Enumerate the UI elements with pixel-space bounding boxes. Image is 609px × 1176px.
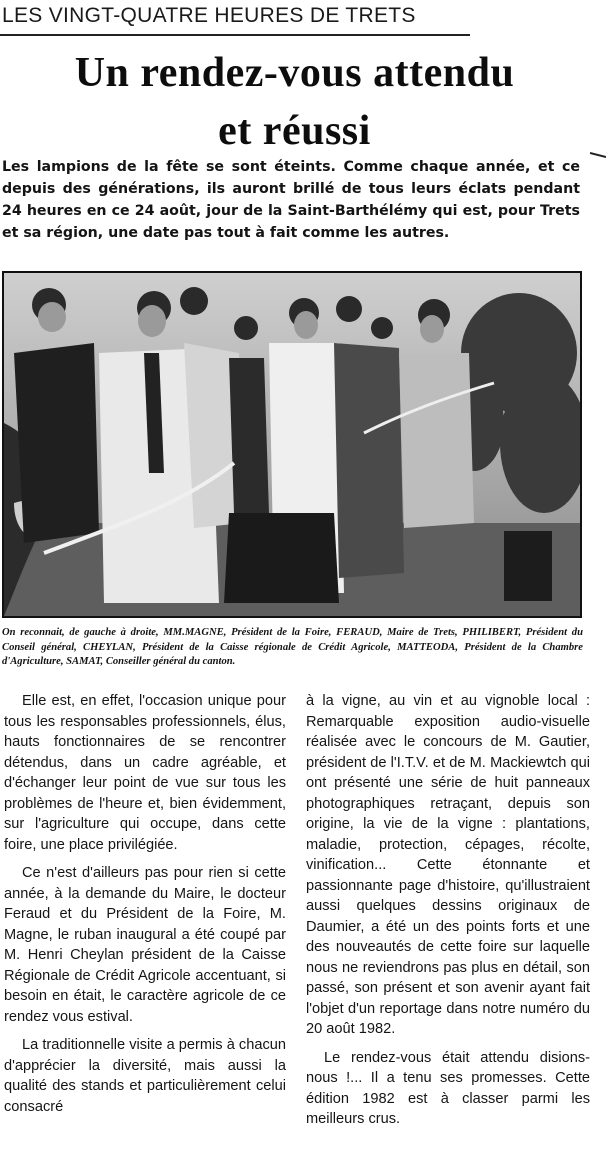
body-paragraph: à la vigne, au vin et au vignoble local : Remarquable exposition audio-visuelle réalisée avec le concours de M. Gautier, président de l'I.T.V. et de M. Mackiewtch qui ont présenté une série de huit panneaux photographiques retraçant, depuis son origine, la vie de la vigne : plantations, maladie, protection, cépages, récolte, vinification... Cette étonnante et passionnante page d'histoire, qu'illustraient aussi quelques dessins originaux de Daumier, a été un des points forts et une des nouveautés de cette foire sur laquelle nous ne reviendrons pas plus en détail, son passé, son présent et son avenir ayant fait l'objet d'un reportage dans notre numéro du 20 août 1982. [306, 693, 590, 1037]
section-rubric: LES VINGT-QUATRE HEURES DE TRETS [2, 4, 416, 27]
news-photo [2, 271, 582, 618]
margin-mark [590, 152, 606, 158]
lede-paragraph: Les lampions de la fête se sont éteints. Comme chaque année, et ce depuis des générations, ils auront brillé de tous leurs éclats pendant 24 heures en ce 24 août, jour de la Saint-Barthélémy qui est, pour Trets et sa région, une date pas tout à fait comme les autres. [2, 159, 580, 241]
body-paragraph: La traditionnelle visite a permis à chacun d'apprécier la diversité, mais aussi la qualité des stands et particulièrement celui consacré [4, 1037, 286, 1115]
body-paragraph: Ce n'est d'ailleurs pas pour rien si cette année, à la demande du Maire, le docteur Feraud et du Président de la Foire, M. Magne, le ruban inaugural a été coupé par M. Henri Cheylan président de la Caisse Régionale de Crédit Agricole accentuant, si besoin en était, le caractère agricole de ce rendez vous estival. [4, 865, 286, 1025]
body-paragraph: Le rendez-vous était attendu disions-nous !... Il a tenu ses promesses. Cette édition 1982 est à classer parmi les meilleurs crus. [306, 1049, 590, 1127]
plant-pot [504, 531, 552, 601]
headline-line-1: Un rendez-vous attendu [74, 50, 515, 96]
photo-illustration [4, 273, 580, 616]
rubric-rule [0, 34, 470, 36]
headline-line-2: et réussi [218, 108, 371, 154]
headline [0, 44, 589, 160]
photo-caption: On reconnait, de gauche à droite, MM.MAGNE, Président de la Foire, FERAUD, Maire de Trets, PHILIBERT, Président du Conseil général, CHEYLAN, Président de la Caisse régionale de Crédit Agricole, MATTEODA, Président de la Chambre d'Agriculture, SAMAT, Conseiller général du canton. [2, 627, 583, 667]
body-paragraph: Elle est, en effet, l'occasion unique pour tous les responsables professionnels, élus, hauts fonctionnaires de se rencontrer détendus, dans un cadre agréable, et d'échanger leur point de vue sur tous les problèmes de l'heure et, bien évidemment, sur l'agriculture qui occupe, dans cette foire, une place privilégiée. [4, 693, 286, 853]
body-column-left [4, 691, 286, 1125]
body-column-right [306, 691, 590, 1138]
